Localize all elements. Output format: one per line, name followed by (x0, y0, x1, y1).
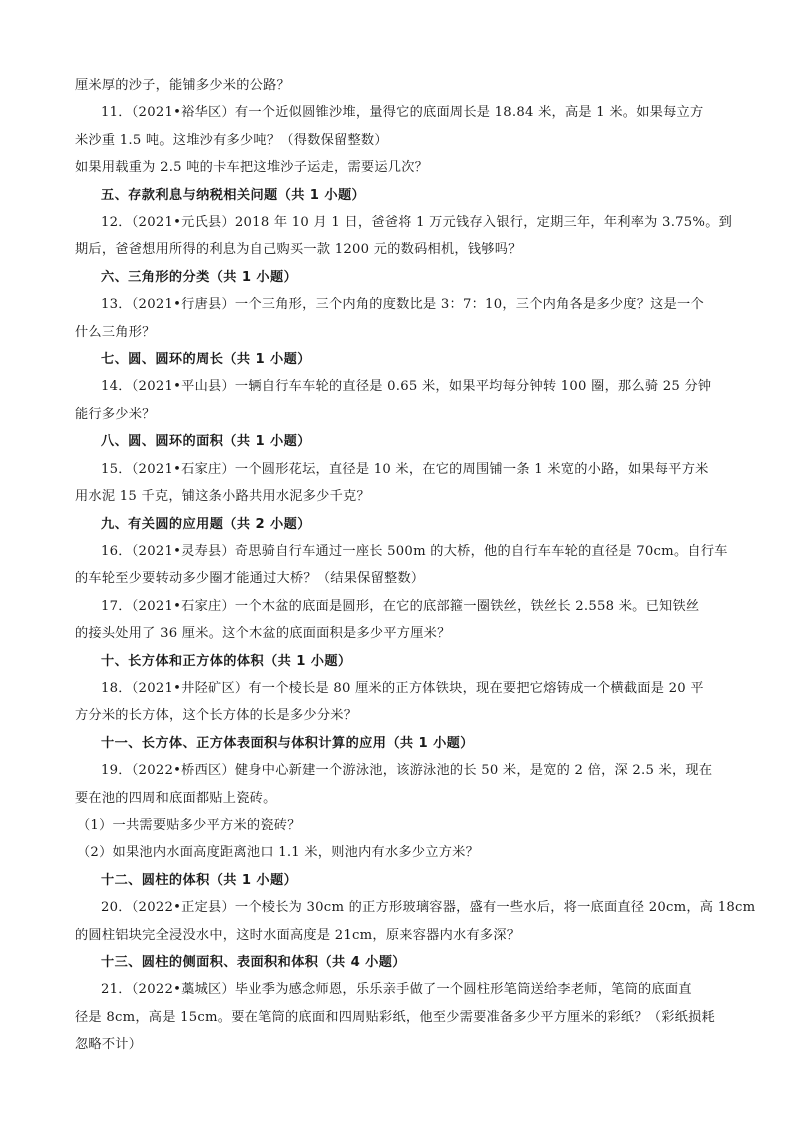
section-heading: 十三、圆柱的侧面积、表面积和体积（共 4 小题） (101, 955, 406, 970)
body-text-line: 的圆柱铝块完全浸没水中，这时水面高度是 21cm，原来容器内水有多深？ (75, 927, 521, 943)
section-heading: 七、圆、圆环的周长（共 1 小题） (101, 352, 311, 368)
question-line: 14．（2021•平山县）一辆自行车车轮的直径是 0.65 米，如果平均每分钟转 100 圈，那么骑 25 分钟 (101, 379, 712, 395)
body-text-line: 要在池的四周和底面都贴上瓷砖。 (75, 790, 277, 806)
section-heading: 十、长方体和正方体的体积（共 1 小题） (101, 653, 352, 669)
body-text-line: 的车轮至少要转动多少圈才能通过大桥？（结果保留整数） (75, 571, 425, 587)
body-text-line: 忽略不计） (75, 1037, 143, 1053)
section-heading: 八、圆、圆环的面积（共 1 小题） (101, 434, 311, 450)
document-page (75, 72, 756, 1059)
section-heading: 六、三角形的分类（共 1 小题） (101, 269, 298, 285)
section-heading: 九、有关圆的应用题（共 2 小题） (101, 516, 311, 532)
section-heading: 五、存款利息与纳税相关问题（共 1 小题） (101, 187, 366, 203)
question-line: 11．（2021•裕华区）有一个近似圆锥沙堆，量得它的底面周长是 18.84 米，高是 1 米。如果每立方 (101, 105, 704, 121)
question-line: 13．（2021•行唐县）一个三角形，三个内角的度数比是 3：7：10，三个内角各是多少度？这是一个 (101, 297, 704, 313)
body-text-line: 厘米厚的沙子，能铺多少米的公路？ (75, 78, 290, 93)
body-text-line: 期后，爸爸想用所得的利息为自己购买一款 1200 元的数码相机，钱够吗？ (75, 242, 522, 258)
body-text-line: 什么三角形？ (75, 324, 156, 340)
body-text-line: 方分米的长方体，这个长方体的长是多少分米？ (75, 708, 358, 724)
section-heading: 十一、长方体、正方体表面积与体积计算的应用（共 1 小题） (101, 735, 474, 751)
question-line: 17．（2021•石家庄）一个木盆的底面是圆形，在它的底部箍一圈铁丝，铁丝长 2.558 米。已知铁丝 (101, 598, 700, 614)
question-line: 15．（2021•石家庄）一个圆形花坛，直径是 10 米，在它的周围铺一条 1 米宽的小路，如果每平方米 (101, 461, 709, 477)
sub-question-line: （2）如果池内水面高度距离池口 1.1 米，则池内有水多少立方米？ (77, 845, 480, 861)
body-text-line: 能行多少米？ (75, 406, 156, 422)
question-line: 18．（2021•井陉矿区）有一个棱长是 80 厘米的正方体铁块，现在要把它熔铸成一个横截面是 20 平 (101, 680, 704, 696)
body-text-line: 径是 8cm，高是 15cm。要在笔筒的底面和四周贴彩纸，他至少需要准备多少平方厘米的彩纸？（彩纸损耗 (75, 1009, 715, 1025)
question-line: 19．（2022•桥西区）健身中心新建一个游泳池，该游泳池的长 50 米，是宽的 2 倍，深 2.5 米，现在 (101, 763, 713, 779)
question-line: 21．（2022•藁城区）毕业季为感念师恩，乐乐亲手做了一个圆柱形笔筒送给李老师，笔筒的底面直 (101, 982, 692, 998)
body-text-line: 如果用载重为 2.5 吨的卡车把这堆沙子运走，需要运几次？ (75, 160, 429, 176)
section-heading: 十二、圆柱的体积（共 1 小题） (101, 872, 298, 888)
sub-question-line: （1）一共需要贴多少平方米的瓷砖？ (77, 817, 301, 833)
body-text-line: 的接头处用了 36 厘米。这个木盆的底面面积是多少平方厘米？ (75, 626, 451, 642)
body-text-line: 用水泥 15 千克，铺这条小路共用水泥多少千克？ (75, 489, 370, 505)
question-line: 12．（2021•元氏县）2018 年 10 月 1 日，爸爸将 1 万元钱存入银行，定期三年，年利率为 3.75%。到 (101, 215, 733, 231)
question-line: 16．（2021•灵寿县）奇思骑自行车通过一座长 500m 的大桥，他的自行车车轮的直径是 70cm。自行车 (101, 543, 728, 559)
question-line: 20．（2022•正定县）一个棱长为 30cm 的正方形玻璃容器，盛有一些水后，将一底面直径 20cm，高 18cm (101, 900, 756, 916)
body-text-line: 米沙重 1.5 吨。这堆沙有多少吨？（得数保留整数） (75, 132, 388, 148)
